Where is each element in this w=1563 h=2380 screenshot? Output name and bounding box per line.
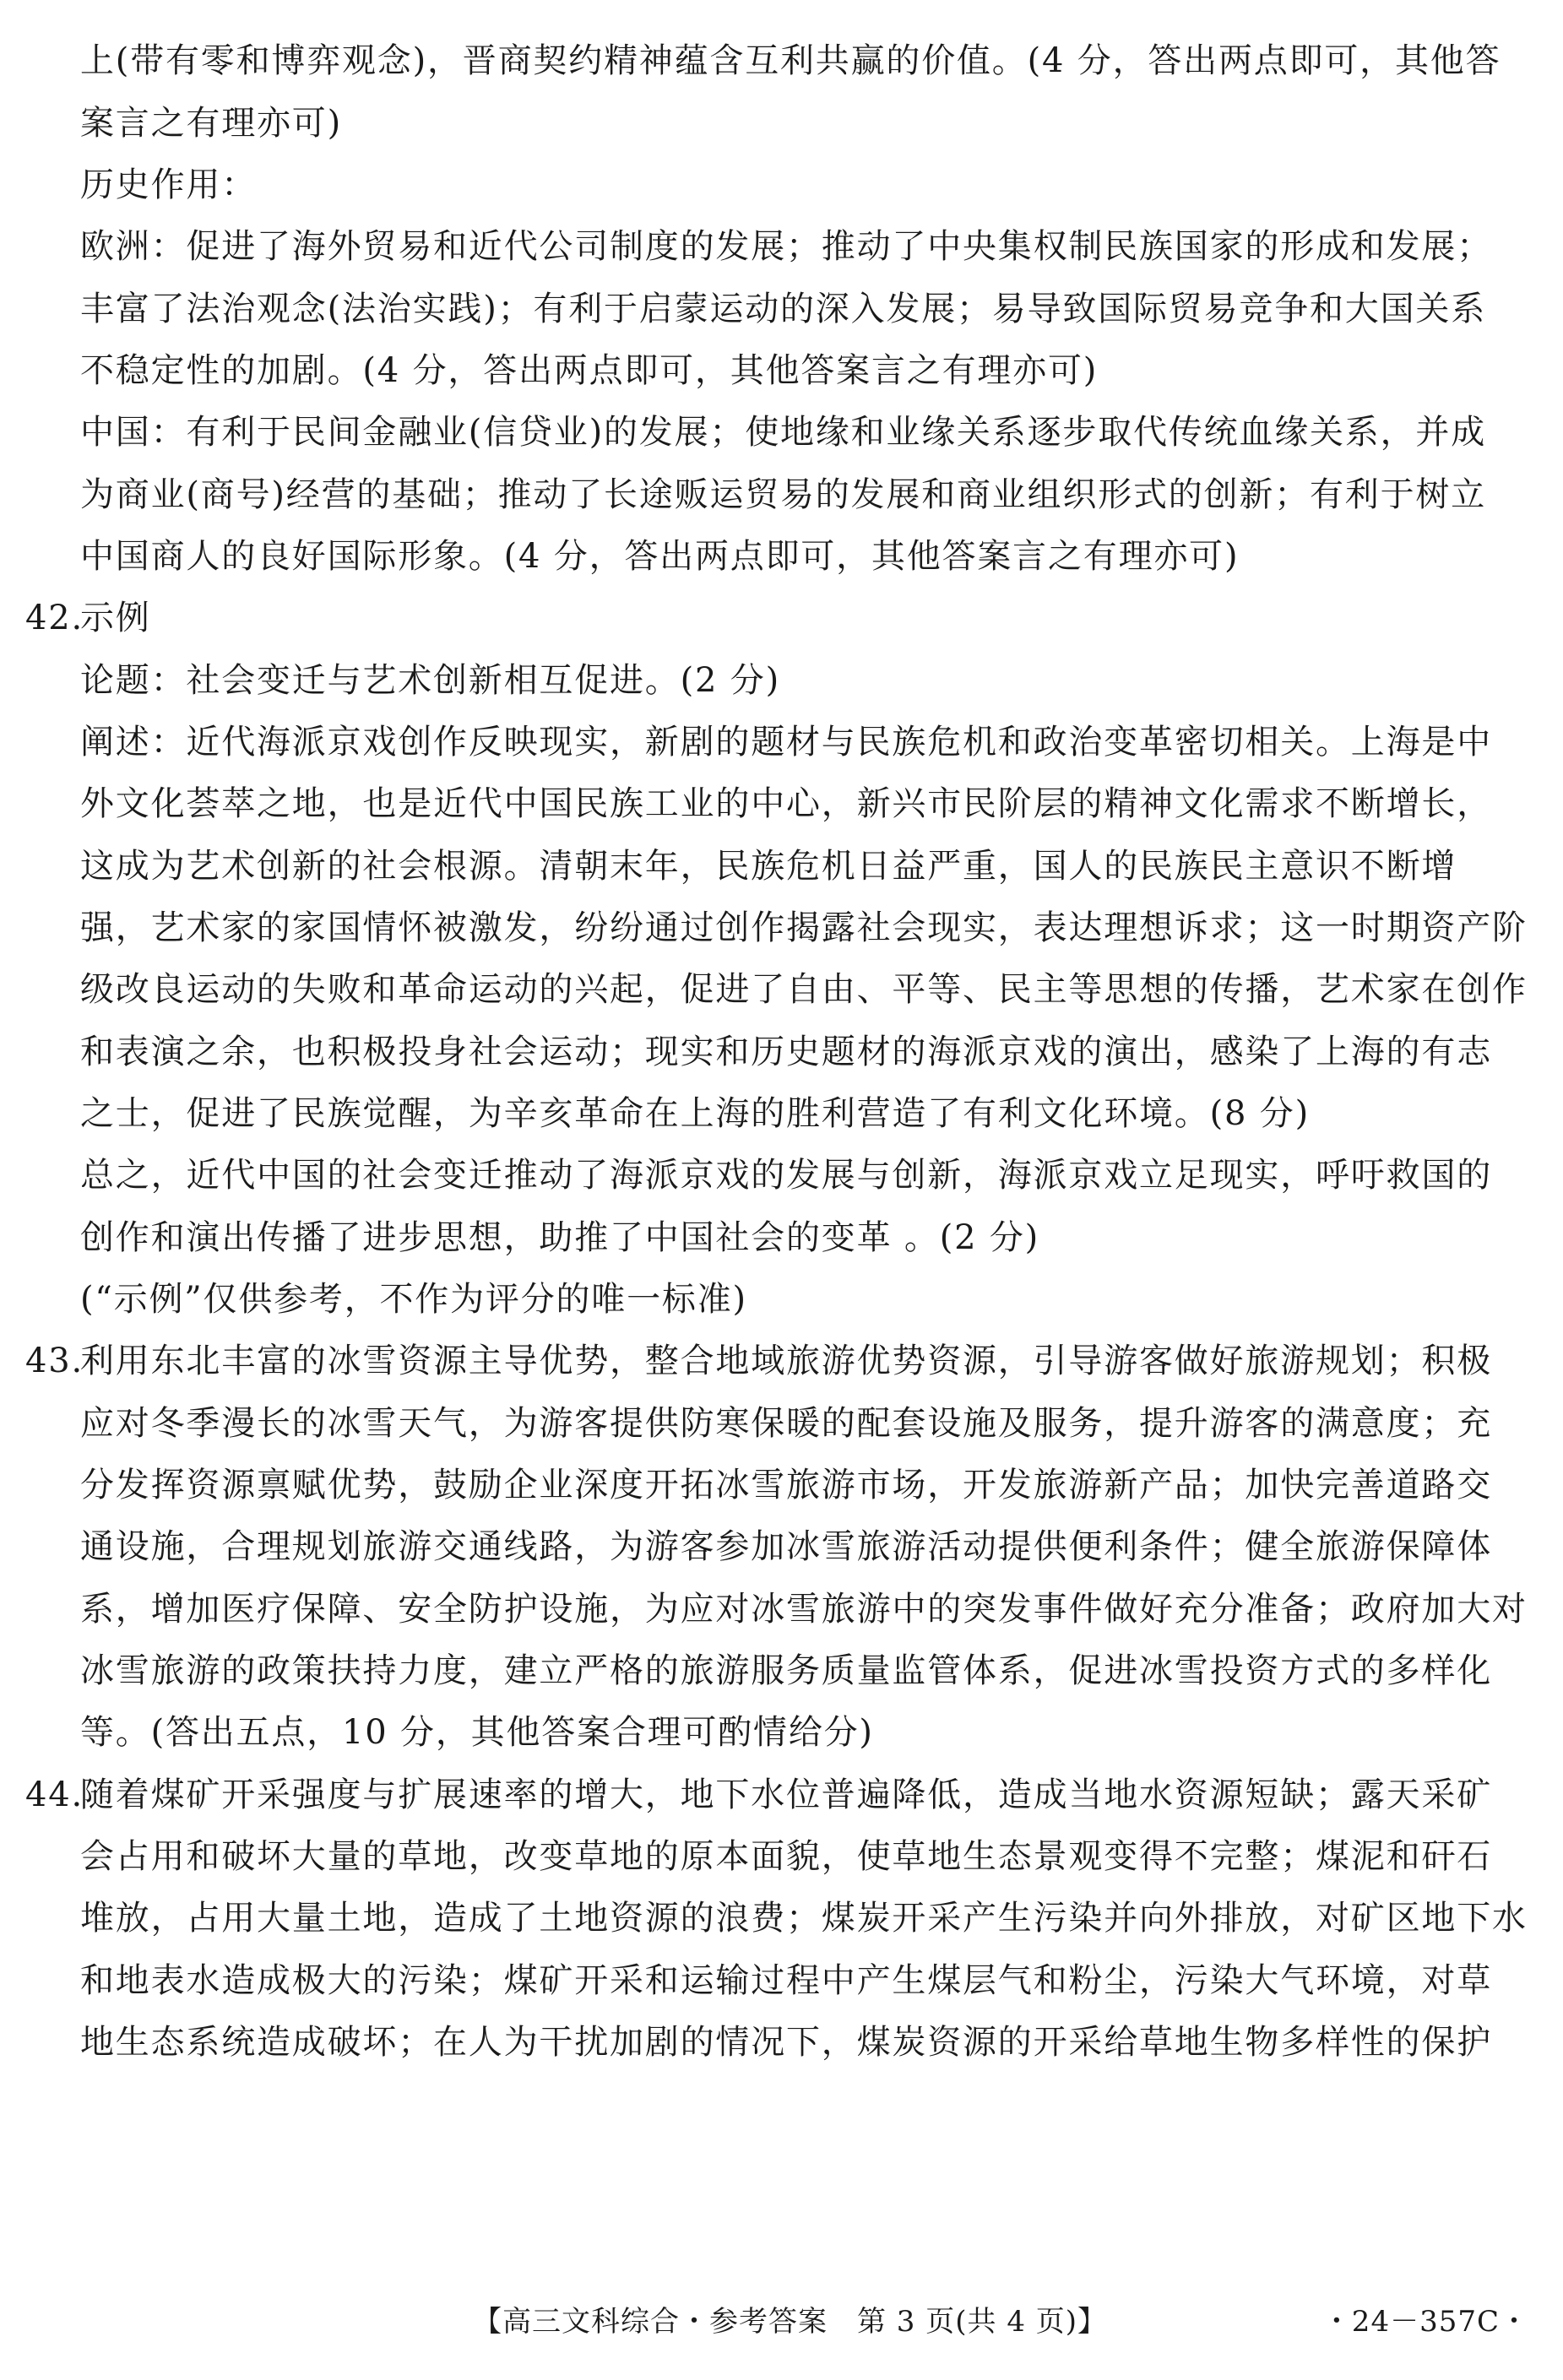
- text-line: (“示例”仅供参考，不作为评分的唯一标准): [80, 1280, 747, 1319]
- text-line: 丰富了法治观念(法治实践)；有利于启蒙运动的深入发展；易导致国际贸易竞争和大国关系: [80, 290, 1487, 328]
- text-line: 通设施，合理规划旅游交通线路，为游客参加冰雪旅游活动提供便利条件；健全旅游保障体: [80, 1527, 1492, 1566]
- text-line: 系，增加医疗保障、安全防护设施，为应对冰雪旅游中的突发事件做好充分准备；政府加大对: [80, 1590, 1528, 1629]
- question-number: 43.: [25, 1342, 84, 1380]
- text-line: 随着煤矿开采强度与扩展速率的增大，地下水位普遍降低，造成当地水资源短缺；露天采矿: [80, 1776, 1492, 1814]
- text-line: 会占用和破坏大量的草地，改变草地的原本面貌，使草地生态景观变得不完整；煤泥和矸石: [80, 1837, 1492, 1876]
- text-line: 之士，促进了民族觉醒，为辛亥革命在上海的胜利营造了有利文化环境。(8 分): [80, 1094, 1310, 1133]
- text-line: 创作和演出传播了进步思想，助推了中国社会的变革 。(2 分): [80, 1218, 1040, 1257]
- text-line: 应对冬季漫长的冰雪天气，为游客提供防寒保暖的配套设施及服务，提升游客的满意度；充: [80, 1404, 1492, 1443]
- text-line: 阐述：近代海派京戏创作反映现实，新剧的题材与民族危机和政治变革密切相关。上海是中: [80, 723, 1492, 762]
- text-line: 地生态系统造成破坏；在人为干扰加剧的情况下，煤炭资源的开采给草地生物多样性的保护: [80, 2023, 1492, 2062]
- text-line: 这成为艺术创新的社会根源。清朝末年，民族危机日益严重，国人的民族民主意识不断增: [80, 847, 1457, 886]
- text-line: 中国商人的良好国际形象。(4 分，答出两点即可，其他答案言之有理亦可): [80, 537, 1240, 576]
- text-line: 案言之有理亦可): [80, 104, 343, 143]
- text-line: 示例: [80, 599, 151, 637]
- text-line: 上(带有零和博弈观念)，晋商契约精神蕴含互利共赢的价值。(4 分，答出两点即可，其他答: [80, 41, 1501, 80]
- text-line: 论题：社会变迁与艺术创新相互促进。(2 分): [80, 661, 780, 700]
- text-line: 欧洲：促进了海外贸易和近代公司制度的发展；推动了中央集权制民族国家的形成和发展；: [80, 227, 1492, 266]
- text-line: 总之，近代中国的社会变迁推动了海派京戏的发展与创新，海派京戏立足现实，呼吁救国的: [80, 1156, 1492, 1195]
- text-line: 级改良运动的失败和革命运动的兴起，促进了自由、平等、民主等思想的传播，艺术家在创作: [80, 970, 1528, 1009]
- section-heading: 历史作用：: [80, 165, 257, 204]
- footer-exam-code: ・24－357C・: [1321, 2305, 1529, 2339]
- text-line: 分发挥资源禀赋优势，鼓励企业深度开拓冰雪旅游市场，开发旅游新产品；加快完善道路交: [80, 1466, 1492, 1504]
- text-line: 利用东北丰富的冰雪资源主导优势，整合地域旅游优势资源，引导游客做好旅游规划；积极: [80, 1342, 1492, 1380]
- text-line: 不稳定性的加剧。(4 分，答出两点即可，其他答案言之有理亦可): [80, 351, 1099, 390]
- text-line: 强，艺术家的家国情怀被激发，纷纷通过创作揭露社会现实，表达理想诉求；这一时期资产阶: [80, 908, 1528, 947]
- text-line: 外文化荟萃之地，也是近代中国民族工业的中心，新兴市民阶层的精神文化需求不断增长，: [80, 784, 1492, 823]
- text-line: 堆放，占用大量土地，造成了土地资源的浪费；煤炭开采产生污染并向外排放，对矿区地下水: [80, 1899, 1528, 1938]
- question-number: 42.: [25, 599, 84, 637]
- text-line: 等。(答出五点，10 分，其他答案合理可酌情给分): [80, 1713, 874, 1752]
- footer-page-info: 【高三文科综合・参考答案 第 3 页(共 4 页)】: [473, 2305, 1108, 2339]
- text-line: 为商业(商号)经营的基础；推动了长途贩运贸易的发展和商业组织形式的创新；有利于树立: [80, 475, 1487, 514]
- question-number: 44.: [25, 1776, 84, 1814]
- text-line: 冰雪旅游的政策扶持力度，建立严格的旅游服务质量监管体系，促进冰雪投资方式的多样化: [80, 1651, 1492, 1690]
- text-line: 和表演之余，也积极投身社会运动；现实和历史题材的海派京戏的演出，感染了上海的有志: [80, 1033, 1492, 1071]
- text-line: 和地表水造成极大的污染；煤矿开采和运输过程中产生煤层气和粉尘，污染大气环境，对草: [80, 1961, 1492, 2000]
- text-line: 中国：有利于民间金融业(信贷业)的发展；使地缘和业缘关系逐步取代传统血缘关系，并成: [80, 413, 1487, 452]
